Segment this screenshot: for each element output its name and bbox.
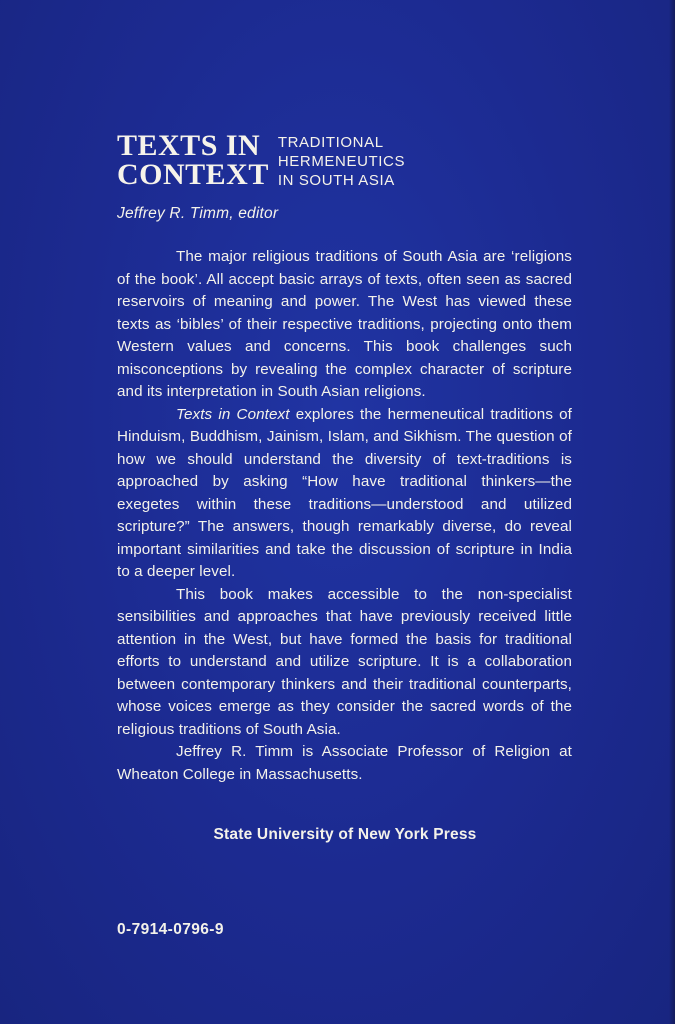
book-title-italic: Texts in Context — [176, 405, 290, 423]
blurb — [117, 246, 572, 786]
book-title-line-2: CONTEXT — [117, 158, 269, 191]
blurb-paragraph-1: The major religious traditions of South Asia are ‘religions of the book’. All accept basic arrays of texts, often seen as sacred reservoirs of meaning and power. The West has viewed these texts as ‘bibles’ of their respective traditions, projecting onto them Western values and concerns. This book challenges such misconceptions by revealing the complex character of scripture and its interpretation in South Asian religions. — [117, 248, 572, 400]
book-title-line-1: TEXTS IN — [117, 129, 261, 162]
blurb-paragraph-2 — [117, 404, 572, 584]
editor-credit: Jeffrey R. Timm, editor — [117, 205, 279, 222]
blurb-paragraph-2-text: explores the hermeneutical traditions of Hinduism, Buddhism, Jainism, Islam, and Sikhism. The question of how we should understand the diversity of text-traditions is approached by asking “How have traditional thinkers—the exegetes within these traditions—understood and utilized scripture?” The answers, though remarkably diverse, do reveal important similarities and take the discussion of scripture in India to a deeper level. — [117, 405, 573, 580]
author-bio: Jeffrey R. Timm is Associate Professor of Religion at Wheaton College in Massachusetts. — [117, 743, 572, 783]
book-subtitle — [278, 133, 405, 190]
book-subtitle-line-2: HERMENEUTICS — [277, 153, 406, 170]
publisher-name: State University of New York Press — [213, 826, 477, 843]
isbn: 0-7914-0796-9 — [117, 921, 224, 938]
book-subtitle-line-3: IN SOUTH ASIA — [277, 172, 395, 189]
book-title — [117, 131, 269, 189]
blurb-paragraph-3: This book makes accessible to the non-specialist sensibilities and approaches that have previously received little attention in the West, but have formed the basis for traditional efforts to understand and utilize scripture. It is a collaboration between contemporary thinkers and their traditional counterparts, whose voices emerge as they consider the sacred words of the religious traditions of South Asia. — [117, 585, 572, 738]
book-subtitle-line-1: TRADITIONAL — [277, 134, 384, 151]
title-block — [117, 131, 405, 190]
